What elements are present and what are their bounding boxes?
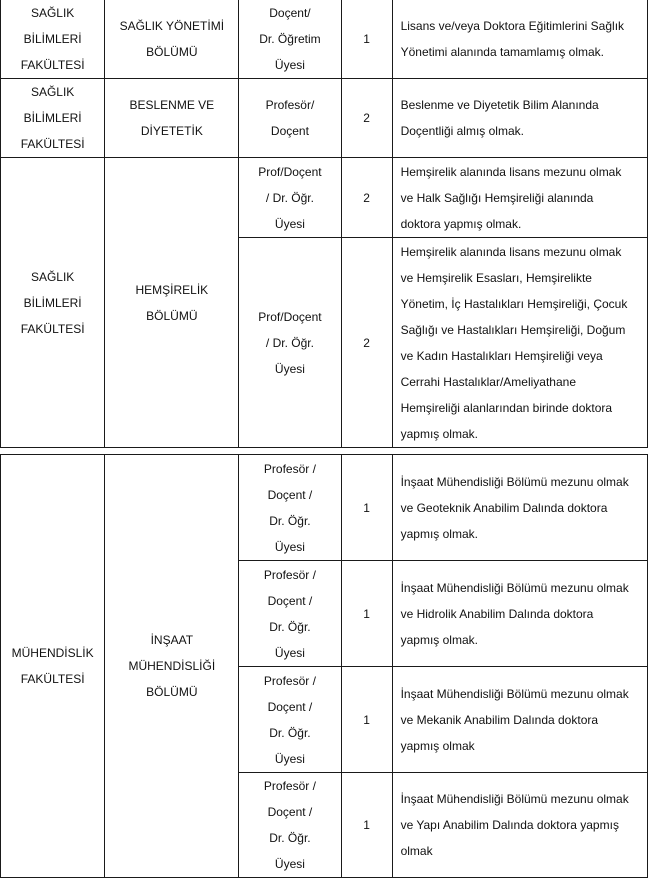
- title-cell: Profesör/ Doçent: [239, 79, 341, 158]
- faculty-cell: SAĞLIK BİLİMLERİ FAKÜLTESİ: [1, 158, 105, 448]
- title-cell: Doçent/ Dr. Öğretim Üyesi: [239, 0, 341, 79]
- department-cell: İNŞAAT MÜHENDİSLİĞİ BÖLÜMÜ: [105, 455, 239, 878]
- faculty-cell: SAĞLIK BİLİMLERİ FAKÜLTESİ: [1, 0, 105, 79]
- count-cell: 1: [341, 561, 392, 667]
- requirement-cell: Hemşirelik alanında lisans mezunu olmak ve Hemşirelik Esasları, Hemşirelikte Yönetim, İç Hastalıkları Hemşireliği, Çocuk Sağlığı ve Hastalıkları Hemşireliği, Doğum ve Kadın Hastalıkları Hemşireliği veya Cerrahi Hastalıklar/Ameliyathane Hemşireliği alanlarından birinde doktora yapmış olmak.: [392, 238, 647, 448]
- count-cell: 1: [341, 667, 392, 773]
- table-row: [1, 0, 648, 79]
- count-cell: 2: [341, 79, 392, 158]
- title-cell: Profesör / Doçent / Dr. Öğr. Üyesi: [239, 667, 341, 773]
- department-cell: HEMŞİRELİK BÖLÜMÜ: [105, 158, 239, 448]
- count-cell: 2: [341, 238, 392, 448]
- title-cell: Prof/Doçent / Dr. Öğr. Üyesi: [239, 158, 341, 238]
- count-cell: 1: [341, 773, 392, 878]
- title-cell: Profesör / Doçent / Dr. Öğr. Üyesi: [239, 773, 341, 878]
- faculty-cell: MÜHENDİSLİK FAKÜLTESİ: [1, 455, 105, 878]
- count-cell: 2: [341, 158, 392, 238]
- department-cell: SAĞLIK YÖNETİMİ BÖLÜMÜ: [105, 0, 239, 79]
- table-row: [1, 158, 648, 238]
- requirement-cell: Beslenme ve Diyetetik Bilim Alanında Doçentliği almış olmak.: [392, 79, 647, 158]
- title-cell: Profesör / Doçent / Dr. Öğr. Üyesi: [239, 561, 341, 667]
- requirement-cell: İnşaat Mühendisliği Bölümü mezunu olmak ve Geoteknik Anabilim Dalında doktora yapmış olmak.: [392, 455, 647, 561]
- faculty-cell: SAĞLIK BİLİMLERİ FAKÜLTESİ: [1, 79, 105, 158]
- title-cell: Prof/Doçent / Dr. Öğr. Üyesi: [239, 238, 341, 448]
- section-gap: [1, 448, 648, 455]
- table-row: [1, 455, 648, 561]
- count-cell: 1: [341, 455, 392, 561]
- department-cell: BESLENME VE DİYETETİK: [105, 79, 239, 158]
- requirement-cell: İnşaat Mühendisliği Bölümü mezunu olmak ve Hidrolik Anabilim Dalında doktora yapmış olmak.: [392, 561, 647, 667]
- requirement-cell: Lisans ve/veya Doktora Eğitimlerini Sağlık Yönetimi alanında tamamlamış olmak.: [392, 0, 647, 79]
- requirement-cell: İnşaat Mühendisliği Bölümü mezunu olmak ve Mekanik Anabilim Dalında doktora yapmış olmak: [392, 667, 647, 773]
- title-cell: Profesör / Doçent / Dr. Öğr. Üyesi: [239, 455, 341, 561]
- table-row: [1, 79, 648, 158]
- count-cell: 1: [341, 0, 392, 79]
- requirement-cell: İnşaat Mühendisliği Bölümü mezunu olmak ve Yapı Anabilim Dalında doktora yapmış olmak: [392, 773, 647, 878]
- requirement-cell: Hemşirelik alanında lisans mezunu olmak ve Halk Sağlığı Hemşireliği alanında doktora yapmış olmak.: [392, 158, 647, 238]
